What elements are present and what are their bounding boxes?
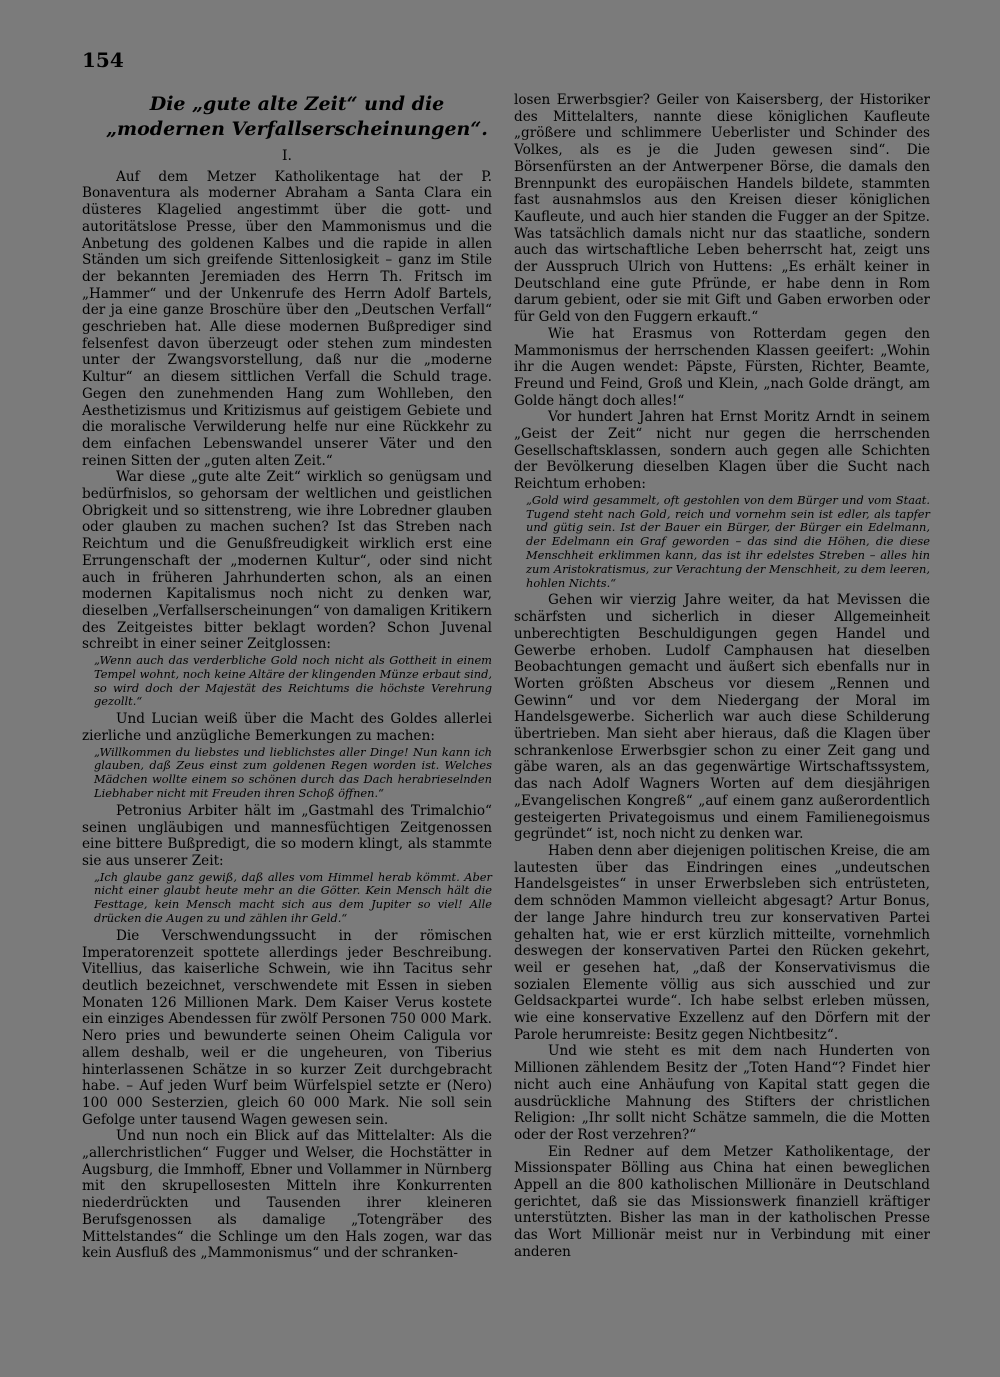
- article-title: Die „gute alte Zeit“ und die „modernen Verfallserscheinungen“.: [106, 93, 488, 140]
- paragraph: War diese „gute alte Zeit“ wirklich so genügsam und bedürfnislos, so gehorsam der weltlichen und geistlichen Obrigkeit und so sittenstreng, wie ihre Lobredner glauben oder glauben zu machen suchen? Ist das Streben nach Reichtum und die Genußfreudigkeit wirklich erst eine Errungenschaft der „modernen Kultur“, oder sind nicht auch in früheren Jahrhunderten schon, als an einen modernen Kapitalismus noch nicht zu denken war, dieselben „Verfallserscheinungen“ von damaligen Kritikern des Zeitgeistes bitter beklagt worden? Schon Juvenal schreibt in einer seiner Zeitglossen:: [82, 469, 492, 653]
- block-quote: „Wenn auch das verderbliche Gold noch nicht als Gottheit in einem Tempel wohnt, noch keine Altäre der klingenden Münze erbaut sind, so wird doch der Majestät des Reichtums die höchste Verehrung gezollt.“: [94, 653, 492, 709]
- block-quote: „Ich glaube ganz gewiß, daß alles vom Himmel herab kömmt. Aber nicht einer glaubt heute mehr an die Götter. Kein Mensch hält die Festtage, kein Mensch macht sich aus dem Jupiter so viel! Alle drücken die Augen zu und zählen ihr Geld.“: [94, 869, 492, 926]
- paragraph-continued: losen Erwerbsgier? Geiler von Kaisersberg, der Historiker des Mittelalters, nannte diese königlichen Kaufleute „größere und schlimmere Ueberlister und Schinder des Volkes, als es je die Juden gewesen sind“. Die Börsenfürsten an der Antwerpener Börse, die damals den Brennpunkt des europäischen Handels bildete, stammten fast ausnahmslos aus den Kreisen dieser königlichen Kaufleute, und auch hier standen die Fugger an der Spitze. Was tatsächlich damals nicht nur das staatliche, sondern auch das wirtschaftliche Leben beherrscht hat, zeigt uns der Ausspruch Ulrich von Huttens: „Es erhält keiner in Deutschland eine gute Pfründe, er habe denn in Rom darum gebient, oder sie mit Gift und Gaben erworben oder für Geld von den Fuggern erkauft.“: [514, 92, 930, 326]
- paragraph: Petronius Arbiter hält im „Gastmahl des Trimalchio“ seinen ungläubigen und mannesfüchtigen Zeitgenossen eine bittere Bußpredigt, die so modern klingt, als stammte sie aus unserer Zeit:: [82, 802, 492, 869]
- paragraph: Ein Redner auf dem Metzer Katholikentage, der Missionspater Bölling aus China hat einen beweglichen Appell an die 800 katholischen Millionäre in Deutschland gerichtet, daß sie das Missionswerk finanziell kräftiger unterstützten. Bisher las man in der katholischen Presse das Wort Millionär meist nur in Verbindung mit einer anderen: [514, 1143, 930, 1260]
- paragraph: Die Verschwendungssucht in der römischen Imperatorenzeit spottete allerdings jeder Beschreibung. Vitellius, das kaiserliche Schwein, wie ihn Tacitus sehr deutlich bezeichnet, verschwendete mit Essen in sieben Monaten 126 Millionen Mark. Dem Kaiser Verus kostete ein einziges Abendessen für zwölf Personen 750 000 Mark. Nero pries und bewunderte seinen Oheim Caligula vor allem deshalb, weil er die ungeheuren, von Tiberius hinterlassenen Schätze in so kurzer Zeit durchgebracht habe. – Auf jeden Wurf beim Würfelspiel setzte er (Nero) 100 000 Sesterzien, gleich 60 000 Mark. Nie soll sein Gefolge unter tausend Wagen gewesen sein.: [82, 927, 492, 1128]
- paragraph: Wie hat Erasmus von Rotterdam gegen den Mammonismus der herrschenden Klassen geeifert: „Wohin ihr die Augen wendet: Päpste, Fürsten, Richter, Beamte, Freund und Feind, Groß und Klein, „nach Golde drängt, am Golde hängt doch alles!“: [514, 325, 930, 409]
- page-number: 154: [82, 48, 124, 72]
- left-column: [82, 92, 492, 1262]
- block-quote: „Willkommen du liebstes und lieblichstes aller Dinge! Nun kann ich glauben, daß Zeus einst zum goldenen Regen worden ist. Welches Mädchen wollte einem so schönen durch das Dach herabrieselnden Liebhaber nicht mit Freuden ihren Schoß öffnen.“: [94, 744, 492, 801]
- paragraph: Und wie steht es mit dem nach Hunderten von Millionen zählendem Besitz der „Toten Hand“? Findet hier nicht auch eine Anhäufung von Kapital statt gegen die ausdrückliche Mahnung des Stifters der christlichen Religion: „Ihr sollt nicht Schätze sammeln, die die Motten oder der Rost verzehren?“: [514, 1043, 930, 1143]
- right-column: [514, 92, 930, 1261]
- paragraph: Vor hundert Jahren hat Ernst Moritz Arndt in seinem „Geist der Zeit“ nicht nur gegen die herrschenden Gesellschaftsklassen, sondern auch gegen alle Schichten der Bevölkerung dieselben Klagen über die Sucht nach Reichtum erhoben:: [514, 409, 930, 493]
- paragraph: Haben denn aber diejenigen politischen Kreise, die am lautesten über das Eindringen eines „undeutschen Handelsgeistes“ in unser Erwerbsleben sich entrüsteten, dem schnöden Mammon vielleicht abgesagt? Artur Bonus, der lange Jahre hindurch treu zur konservativen Partei gehalten hat, wie er erst kürzlich mitteilte, vornehmlich deswegen der konservativen Partei den Rücken gekehrt, weil er gesehen hat, „daß der Konservativismus die sozialen Elemente völlig aus sich ausschied und zur Geldsackpartei wurde“. Ich habe selbst erleben müssen, wie eine konservative Exzellenz auf den Dörfern mit der Parole herumreiste: Besitz gegen Nichtbesitz“.: [514, 843, 930, 1043]
- paragraph: Und Lucian weiß über die Macht des Goldes allerlei zierliche und anzügliche Bemerkungen zu machen:: [82, 711, 492, 744]
- paragraph: Und nun noch ein Blick auf das Mittelalter: Als die „allerchristlichen“ Fugger und Welser, die Hochstätter in Augsburg, die Immhoff, Ebner und Vollammer in Nürnberg mit den skrupellosesten Mitteln ihre Konkurrenten niederdrückten und Tausenden ihrer kleineren Berufsgenossen als damalige „Totengräber des Mittelstandes“ die Schlinge um den Hals zogen, war das kein Ausfluß des „Mammonismus“ und der schranken-: [82, 1128, 492, 1262]
- paragraph: Auf dem Metzer Katholikentage hat der P. Bonaventura als moderner Abraham a Santa Clara ein düsteres Klagelied angestimmt über die gott- und autoritätslose Presse, über den Mammonismus und die Anbetung des goldenen Kalbes und die rapide in allen Ständen um sich greifende Sittenlosigkeit – ganz im Stile der bekannten Jeremiaden des Herrn Th. Fritsch im „Hammer“ und der Unkenrufe des Herrn Adolf Bartels, der ja eine ganze Broschüre über den „Deutschen Verfall“ geschrieben hat. Alle diese modernen Bußprediger sind felsenfest davon überzeugt oder stehen zum mindesten unter der Zwangsvorstellung, daß nur die „moderne Kultur“ an diesem sittlichen Verfall die Schuld trage. Gegen den zunehmenden Hang zum Wohlleben, den Aesthetizismus und Kritizismus auf geistigem Gebiete und die moralische Verwilderung helfe nur eine Rückkehr zu dem einfachen Lebenswandel unserer Väter und den reinen Sitten der „guten alten Zeit.“: [82, 168, 492, 469]
- block-quote: „Gold wird gesammelt, oft gestohlen von dem Bürger und vom Staat. Tugend steht nach Gold, reich und vornehm sein ist edler, als tapfer und gütig sein. Ist der Bauer ein Bürger, der Bürger ein Edelmann, der Edelmann ein Graf geworden – das sind die Höhen, die diese Menschheit erklimmen kann, das ist ihr edelstes Streben – alles hin zum Aristokratismus, zur Verachtung der Menschheit, zu dem leeren, hohlen Nichts.“: [526, 492, 930, 590]
- section-number: I.: [282, 148, 292, 164]
- paragraph: Gehen wir vierzig Jahre weiter, da hat Mevissen die schärfsten und sicherlich in dieser Allgemeinheit unberechtigten Beschuldigungen gegen Handel und Gewerbe erhoben. Ludolf Camphausen hat dieselben Beobachtungen gemacht und äußert sich ebenfalls nur in Worten größten Abscheus vor diesem „Rennen und Gewinn“ und vor dem Niedergang der Moral im Handelsgewerbe. Sicherlich war auch diese Schilderung übertrieben. Man sieht aber hieraus, daß die Klagen über schrankenlose Erwerbsgier schon zu einer Zeit gang und gäbe waren, als an das gegenwärtige Wirtschaftssystem, das nach Adolf Wagners Worten auf dem diesjährigen „Evangelischen Kongreß“ „auf einem ganz außerordentlich gesteigerten Privategoismus und einem Familienegoismus gegründet“ ist, noch nicht zu denken war.: [514, 592, 930, 843]
